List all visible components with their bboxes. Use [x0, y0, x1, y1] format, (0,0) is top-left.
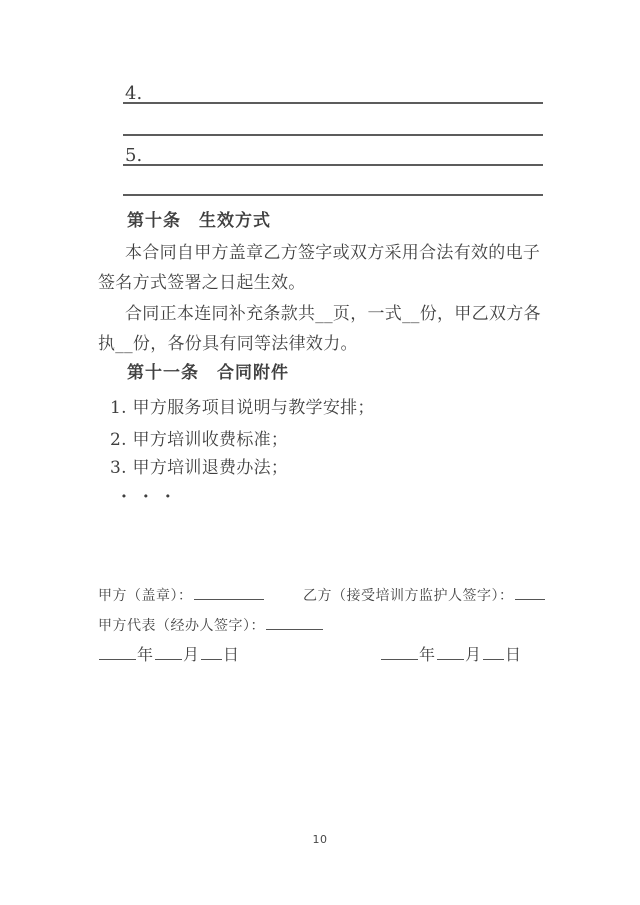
date-blank-month: [155, 646, 182, 660]
blank-line-item-4: [123, 84, 543, 104]
article-10-line-4: 执__份，各份具有同等法律效力。: [98, 334, 358, 354]
attachment-item-3: 3. 甲方培训退费办法；: [110, 458, 289, 478]
article-11-heading: 第十一条 合同附件: [127, 363, 289, 383]
party-a-seal-label: 甲方（盖章）：: [98, 588, 193, 604]
party-b-sign-label: 乙方（接受培训方监护人签字）：: [303, 588, 514, 604]
article-10-line-1: 本合同自甲方盖章乙方签字或双方采用合法有效的电子: [125, 243, 541, 263]
day-label: 日: [223, 645, 241, 664]
blank-line-item-5: [123, 146, 543, 166]
page-number: 10: [312, 833, 328, 846]
day-label: 日: [505, 645, 523, 664]
party-a-rep-label: 甲方代表（经办人签字）：: [98, 618, 265, 634]
party-a-seal-line: [98, 586, 265, 605]
item-5-number: 5.: [125, 145, 143, 166]
party-a-rep-line: [98, 616, 324, 635]
month-label: 月: [465, 645, 483, 664]
article-10-line-2: 签名方式签署之日起生效。: [98, 273, 306, 293]
party-b-sign-line: [303, 586, 546, 605]
signature-blank: [266, 616, 323, 630]
date-line-party-a: [98, 645, 240, 665]
ellipsis-dots: ···: [121, 487, 187, 507]
date-blank-day: [483, 646, 504, 660]
month-label: 月: [183, 645, 201, 664]
item-4-number: 4.: [125, 83, 143, 104]
year-label: 年: [419, 645, 437, 664]
signature-blank: [515, 586, 545, 600]
article-10-line-3: 合同正本连同补充条款共__页，一式__份，甲乙双方各: [125, 304, 541, 324]
blank-line-continuation: [123, 116, 543, 136]
blank-line-continuation: [123, 176, 543, 196]
date-blank-year: [381, 646, 418, 660]
signature-blank: [194, 586, 264, 600]
date-blank-day: [201, 646, 222, 660]
attachment-item-2: 2. 甲方培训收费标准；: [110, 430, 289, 450]
year-label: 年: [137, 645, 155, 664]
date-blank-month: [437, 646, 464, 660]
date-blank-year: [99, 646, 136, 660]
attachment-item-1: 1. 甲方服务项目说明与教学安排；: [110, 398, 375, 418]
date-line-party-b: [380, 645, 522, 665]
article-10-heading: 第十条 生效方式: [127, 211, 271, 231]
